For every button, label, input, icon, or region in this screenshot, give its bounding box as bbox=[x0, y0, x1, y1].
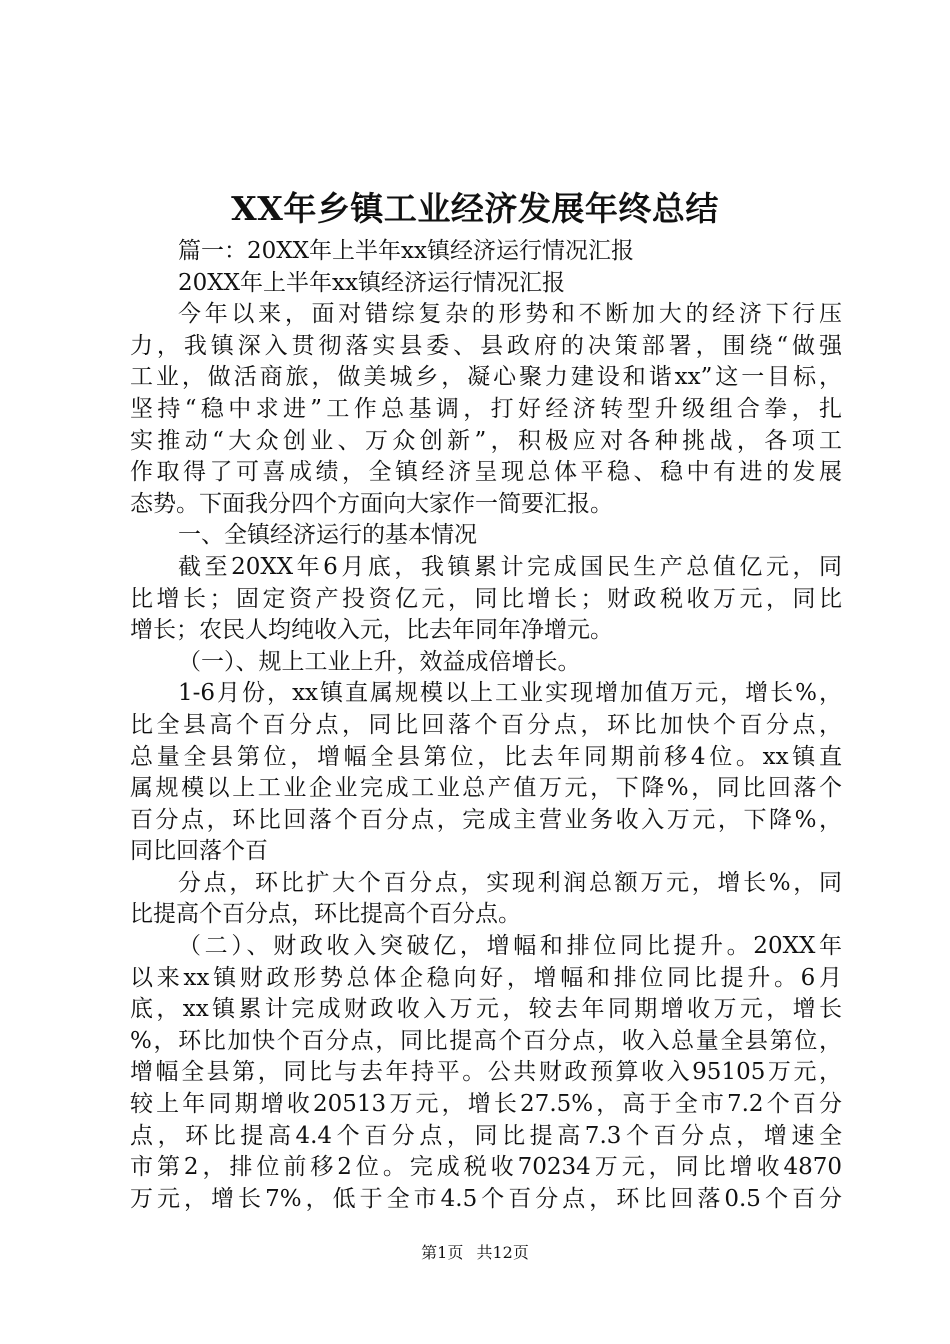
paragraph-line: 比增长；固定资产投资亿元，同比增长；财政税收万元，同比 bbox=[130, 585, 842, 612]
paragraph-line: 增幅全县第，同比与去年持平。公共财政预算收入95105万元， bbox=[130, 1059, 842, 1086]
subsection-heading: （二）、财政收入突破亿，增幅和排位同比提升。20XX年 bbox=[178, 933, 842, 960]
paragraph-line: 比全县高个百分点，同比回落个百分点，环比加快个百分点， bbox=[130, 711, 842, 738]
paragraph-line: 工业，做活商旅，做美城乡，凝心聚力建设和谐xx”这一目标， bbox=[130, 364, 842, 391]
section-heading: 一、全镇经济运行的基本情况 bbox=[178, 522, 477, 549]
document-title: XX年乡镇工业经济发展年终总结 bbox=[231, 189, 719, 228]
paragraph-line: 比提高个百分点，环比提高个百分点。 bbox=[130, 901, 521, 928]
paragraph-line: 态势。下面我分四个方面向大家作一简要汇报。 bbox=[130, 490, 613, 517]
paragraph-line: 以来xx镇财政形势总体企稳向好，增幅和排位同比提升。6月 bbox=[130, 964, 842, 991]
paragraph-line: 1-6月份，xx镇直属规模以上工业实现增加值万元，增长%， bbox=[178, 680, 842, 707]
paragraph-line: 增长；农民人均纯收入元，比去年同年净增元。 bbox=[130, 617, 613, 644]
paragraph-line: 同比回落个百 bbox=[130, 838, 268, 865]
paragraph-line: 百分点，环比回落个百分点，完成主营业务收入万元，下降%， bbox=[130, 806, 842, 833]
paragraph-line: 较上年同期增收20513万元，增长27.5%，高于全市7.2个百分 bbox=[130, 1091, 842, 1118]
paragraph-line: 实推动“大众创业、万众创新”，积极应对各种挑战，各项工 bbox=[130, 427, 842, 454]
paragraph-line: 总量全县第位，增幅全县第位，比去年同期前移4位。xx镇直 bbox=[130, 743, 842, 770]
page-number: 第1页 bbox=[421, 1243, 464, 1262]
paragraph-line: 今年以来，面对错综复杂的形势和不断加大的经济下行压 bbox=[178, 301, 842, 328]
paragraph-line: %，环比加快个百分点，同比提高个百分点，收入总量全县第位， bbox=[130, 1027, 842, 1054]
paragraph-line: 截至20XX年6月底，我镇累计完成国民生产总值亿元，同 bbox=[178, 553, 842, 580]
subtitle-line: 20XX年上半年xx镇经济运行情况汇报 bbox=[178, 269, 565, 296]
section-heading: 篇一：20XX年上半年xx镇经济运行情况汇报 bbox=[178, 238, 634, 264]
paragraph-line: 坚持“稳中求进”工作总基调，打好经济转型升级组合拳，扎 bbox=[130, 395, 842, 422]
subsection-heading: （一）、规上工业上升，效益成倍增长。 bbox=[178, 648, 581, 675]
paragraph-line: 万元，增长7%，低于全市4.5个百分点，环比回落0.5个百分 bbox=[130, 1185, 842, 1212]
document-body bbox=[130, 236, 842, 1215]
paragraph-line: 属规模以上工业企业完成工业总产值万元，下降%，同比回落个 bbox=[130, 775, 842, 802]
paragraph-line: 力，我镇深入贯彻落实县委、县政府的决策部署，围绕“做强 bbox=[130, 332, 842, 359]
paragraph-line: 作取得了可喜成绩，全镇经济呈现总体平稳、稳中有进的发展 bbox=[130, 459, 842, 486]
paragraph-line: 市第2，排位前移2位。完成税收70234万元，同比增收4870 bbox=[130, 1154, 842, 1181]
paragraph-line: 点，环比提高4.4个百分点，同比提高7.3个百分点，增速全 bbox=[130, 1122, 842, 1149]
paragraph-line: 分点，环比扩大个百分点，实现利润总额万元，增长%，同 bbox=[178, 869, 842, 896]
paragraph-line: 底，xx镇累计完成财政收入万元，较去年同期增收万元，增长 bbox=[130, 996, 842, 1023]
page-total: 共12页 bbox=[476, 1243, 529, 1262]
page-footer bbox=[0, 1242, 950, 1264]
